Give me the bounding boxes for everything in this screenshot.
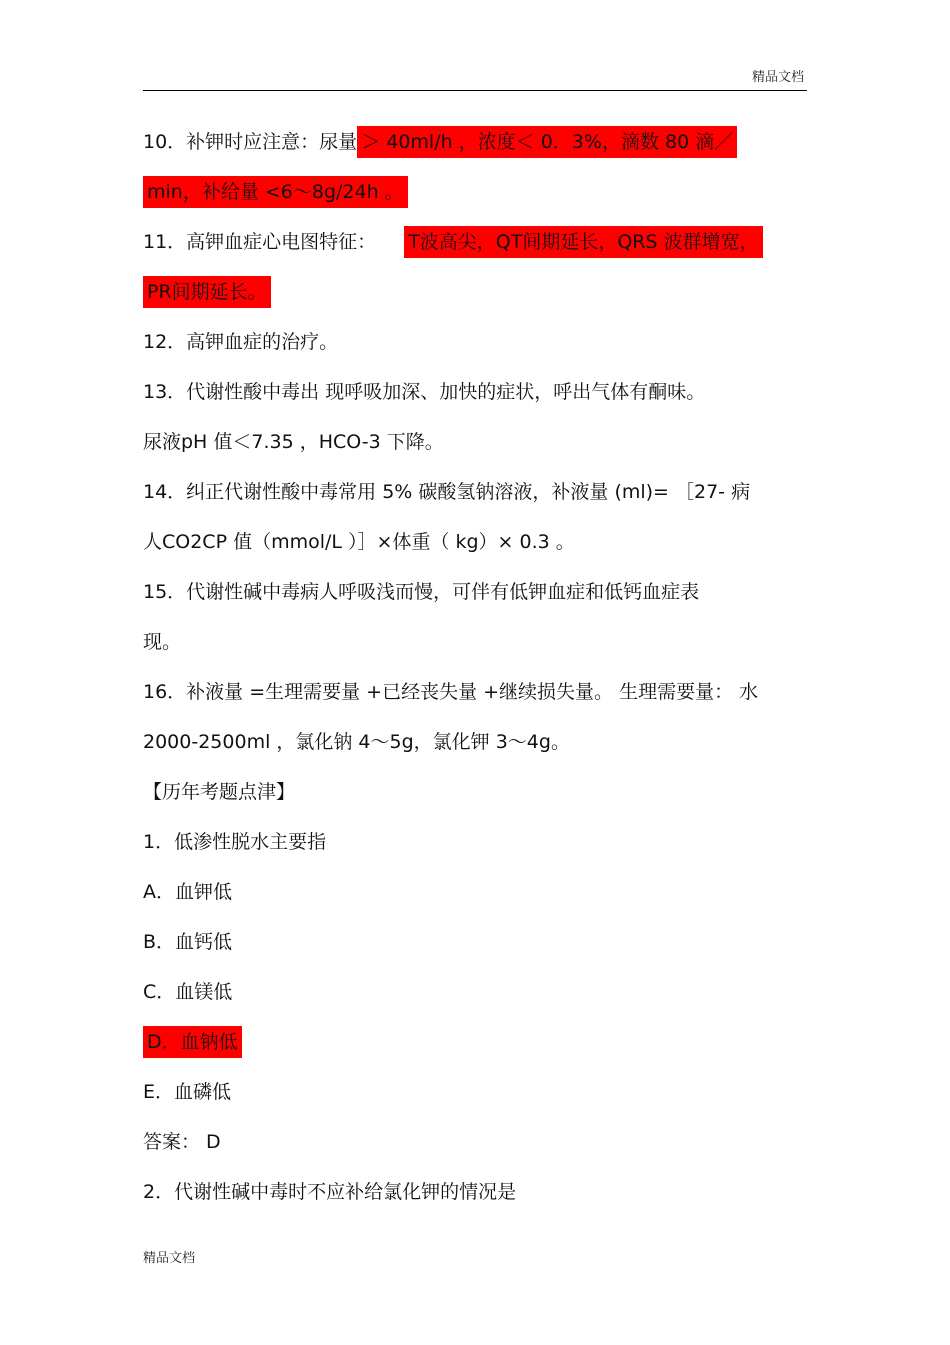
item-16-line1: 16．补液量 =生理需要量 +已经丧失量 +继续损失量。 生理需要量： 水 (143, 681, 759, 703)
item-10-highlight-1: ＞ 40ml/h ，浓度＜ 0．3%，滴数 80 滴／ (357, 126, 737, 158)
item-13-line1: 13．代谢性酸中毒出 现呼吸加深、加快的症状，呼出气体有酮味。 (143, 381, 706, 403)
exam-1-option-c: C．血镁低 (143, 981, 233, 1003)
exam-1-answer: 答案： D (143, 1131, 221, 1153)
exam-1-option-d-line (143, 1029, 813, 1055)
item-16-line2: 2000-2500ml ，氯化钠 4～5g，氯化钾 3～4g。 (143, 731, 570, 753)
item-11-line2 (143, 279, 813, 305)
item-14-line2: 人CO2CP 值（mmol/L ）］×体重（ kg）× 0.3 。 (143, 531, 575, 553)
exam-1-option-b: B．血钙低 (143, 931, 233, 953)
footer-label: 精品文档 (143, 1251, 196, 1266)
item-10-highlight-2: min，补给量 <6～8g/24h 。 (143, 176, 408, 208)
item-10-line2 (143, 179, 813, 205)
item-13-line2: 尿液pH 值＜7.35 ，HCO-3 下降。 (143, 431, 444, 453)
header-divider (143, 90, 807, 91)
item-15-line2: 现。 (143, 631, 182, 653)
exam-1-option-a: A．血钾低 (143, 881, 232, 903)
header-label: 精品文档 (751, 70, 804, 85)
item-12: 12．高钾血症的治疗。 (143, 331, 339, 353)
item-15-line1: 15．代谢性碱中毒病人呼吸浅而慢，可伴有低钾血症和低钙血症表 (143, 581, 700, 603)
item-11-highlight-2: PR间期延长。 (143, 276, 271, 308)
item-11-highlight-1: T波高尖，QT间期延长，QRS 波群增宽， (404, 226, 762, 258)
exam-1-option-e: E．血磷低 (143, 1081, 232, 1103)
item-10-lead: 10．补钾时应注意：尿量 (143, 131, 358, 153)
section-heading: 【历年考题点津】 (143, 781, 296, 803)
item-11-lead: 11．高钾血症心电图特征： (143, 231, 377, 253)
item-10-line1 (143, 129, 813, 155)
item-11-line1 (143, 229, 813, 255)
exam-1-question: 1．低渗性脱水主要指 (143, 831, 327, 853)
exam-1-option-d: D．血钠低 (143, 1026, 242, 1058)
exam-2-question: 2．代谢性碱中毒时不应补给氯化钾的情况是 (143, 1181, 517, 1203)
item-14-line1: 14．纠正代谢性酸中毒常用 5% 碳酸氢钠溶液，补液量 (ml)= ［27- 病 (143, 481, 751, 503)
